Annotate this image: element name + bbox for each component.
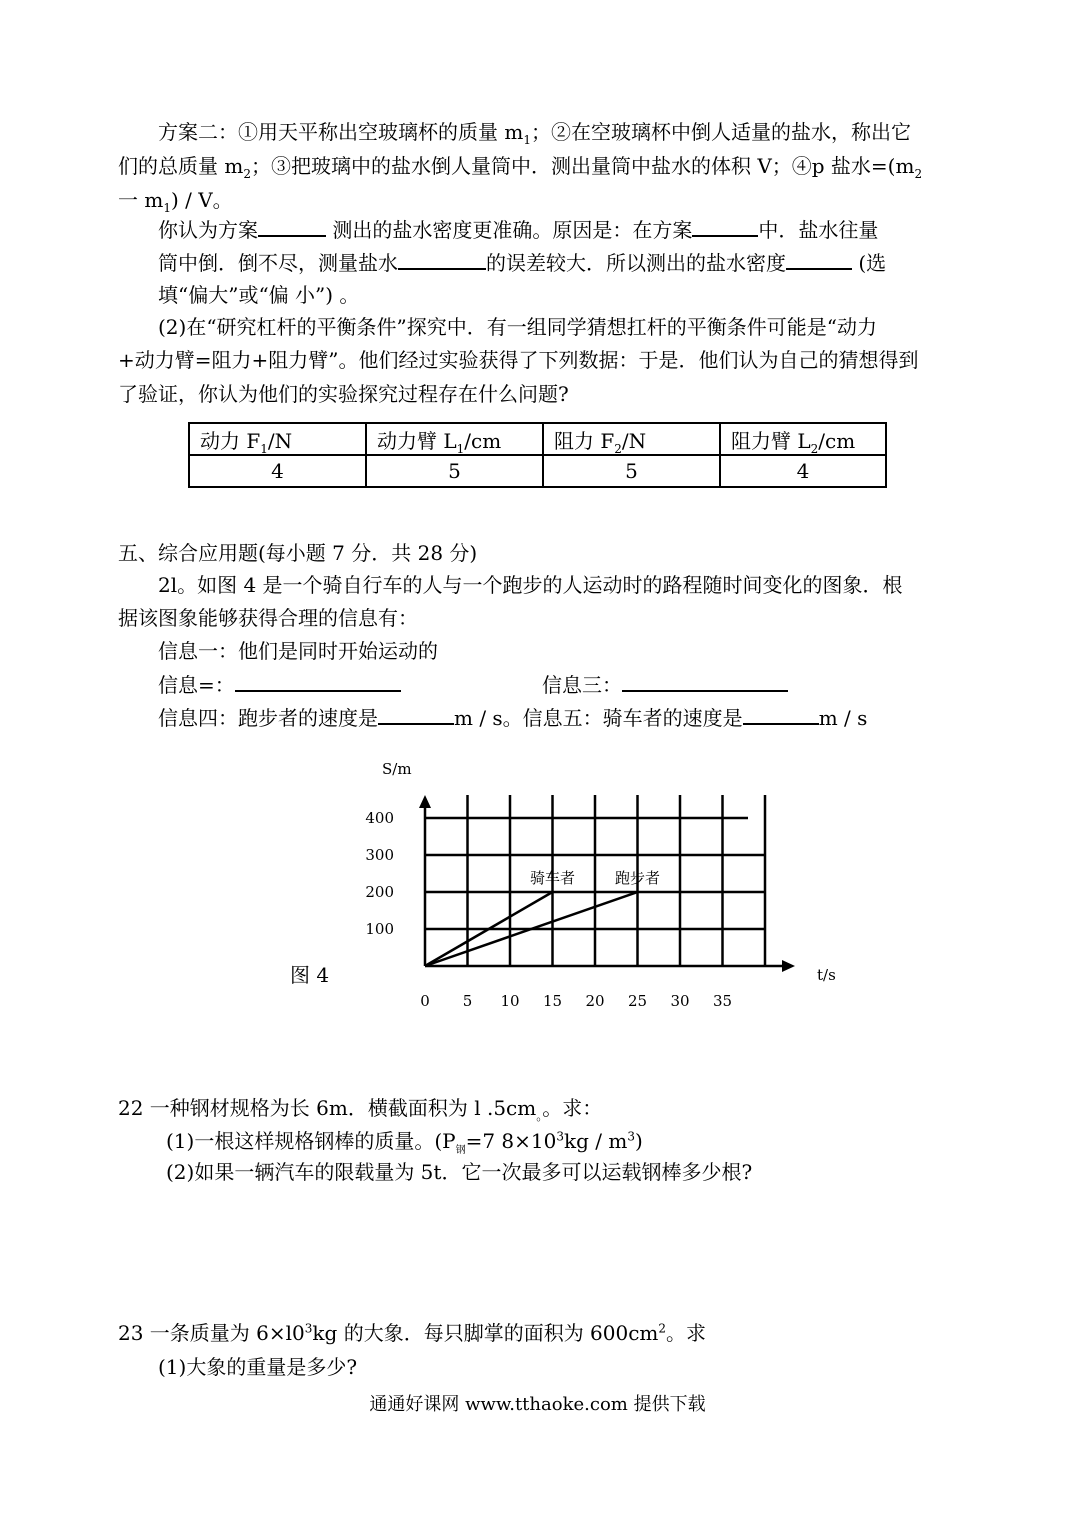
cell-effort-force: 4 (189, 455, 366, 487)
header-load-force: 阻力 $F_2/N$ (543, 423, 720, 455)
info-two: 信息=： (158, 670, 401, 699)
y-axis-label: S/m (382, 760, 412, 778)
cell-load-arm: 4 (720, 455, 886, 487)
x-tick-label-35: 35 (712, 992, 733, 1010)
lever-question-line3: 了验证，你认为他们的实验探究过程存在什么问题? (118, 382, 569, 406)
plan2-line3: 一 $m_1$) / V。 (118, 188, 233, 215)
x-axis-arrow-icon (782, 960, 795, 972)
x-tick-label-25: 25 (627, 992, 648, 1010)
q23-line2: (1)大象的重量是多少? (158, 1355, 358, 1379)
cell-effort-arm: 5 (366, 455, 543, 487)
plan2-line2: 们的总质量 $m_2$；③把玻璃中的盐水倒人量筒中．测出量筒中盐水的体积 V；④p 盐水$=(m_2$ (118, 154, 923, 181)
x-axis-label: t/s (817, 966, 836, 984)
lever-question-line2: +动力臂=阻力+阻力臂”。他们经过实验获得了下列数据：于是．他们认为自己的猜想得到 (118, 348, 919, 372)
y-tick-label-100: 100 (365, 920, 394, 938)
plan-question-line2: 筒中倒．倒不尽，测量盐水 的误差较大．所以测出的盐水密度 (选 (158, 248, 886, 277)
y-axis-arrow-icon (419, 795, 431, 808)
q21-line2: 据该图象能够获得合理的信息有： (118, 606, 418, 630)
info-four-five: 信息四：跑步者的速度是 m / s。信息五：骑车者的速度是 m / s (158, 703, 867, 732)
chart-axes (419, 795, 795, 972)
x-tick-label-15: 15 (542, 992, 563, 1010)
chart-series (425, 869, 660, 966)
chart-tick-labels (365, 809, 732, 1010)
section-title: 五、综合应用题(每小题 7 分．共 28 分) (118, 541, 478, 565)
header-load-arm: 阻力臂 $L_2/cm$ (720, 423, 886, 455)
y-tick-label-400: 400 (365, 809, 394, 827)
info-three: 信息三： (542, 670, 788, 699)
lever-question-line1: (2)在“研究杠杆的平衡条件”探究中．有一组同学猜想扛杆的平衡条件可能是“动力 (158, 315, 878, 339)
series-label-1: 跑步者 (614, 869, 661, 887)
y-tick-label-200: 200 (365, 883, 394, 901)
plan-question-line3: 填“偏大”或“偏 小”) 。 (158, 283, 360, 307)
cell-load-force: 5 (543, 455, 720, 487)
x-tick-label-20: 20 (585, 992, 605, 1010)
q21-line1: 2l。如图 4 是一个骑自行车的人与一个跑步的人运动时的路程随时间变化的图象．根 (158, 573, 903, 597)
x-tick-label-0: 0 (420, 992, 430, 1010)
info-one: 信息一：他们是同时开始运动的 (158, 639, 438, 663)
chart-grid (425, 795, 765, 966)
q23-line1: 23 一条质量为 $6\times l0^3kg$ 的大象．每只脚掌的面积为 $600cm^2$。求 (118, 1321, 707, 1345)
q22-line3: (2)如果一辆汽车的限载量为 5t．它一次最多可以运载钢棒多少根? (166, 1160, 753, 1184)
series-label-0: 骑车者 (529, 869, 576, 887)
page-footer: 通通好课网 www.tthaoke.com 提供下载 (369, 1394, 706, 1415)
q22-line1: 22 一种钢材规格为长 6m．横截面积为 l $.5cm_。$。求： (118, 1096, 603, 1123)
x-tick-label-5: 5 (462, 992, 473, 1010)
header-effort-force: 动力 $F_1/N$ (189, 423, 366, 455)
figure-label: 图 4 (290, 963, 330, 987)
plan-question-line1: 你认为方案 测出的盐水密度更准确。原因是：在方案 中．盐水往量 (158, 215, 878, 244)
header-effort-arm: 动力臂 $L_1/cm$ (366, 423, 543, 455)
y-tick-label-300: 300 (365, 846, 394, 864)
q22-line2: (1)一根这样规格钢棒的质量。($P_钢=7$ $8\times 10^3kg / m^3$) (166, 1129, 643, 1156)
x-tick-label-10: 10 (500, 992, 520, 1010)
x-tick-label-30: 30 (670, 992, 690, 1010)
plan2-line1: 方案二：①用天平称出空玻璃杯的质量 $m_1$；②在空玻璃杯中倒人适量的盐水，称出它 (158, 120, 911, 147)
